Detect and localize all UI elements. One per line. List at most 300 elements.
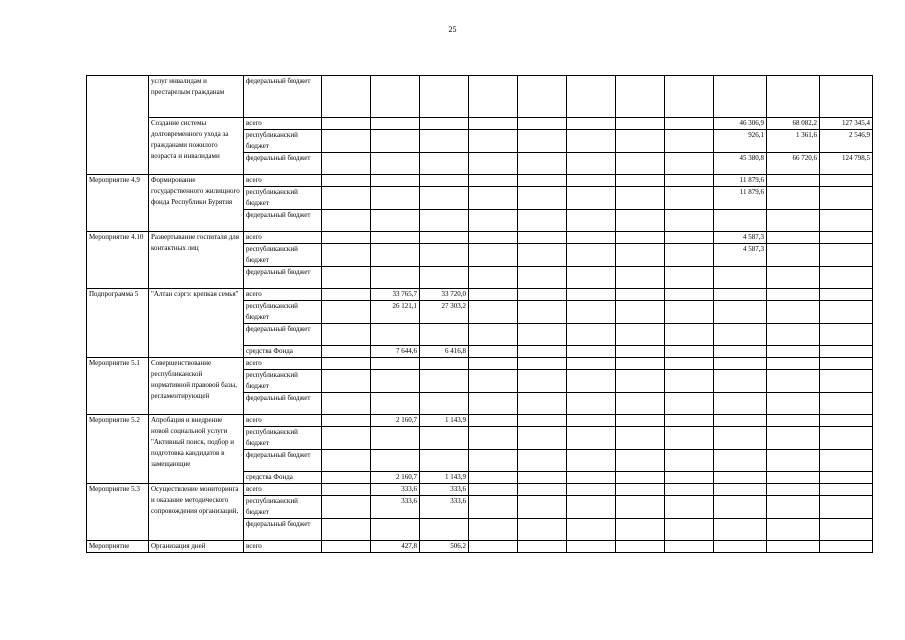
amount-cell (665, 76, 714, 118)
amount-cell (322, 427, 371, 450)
amount-cell (665, 393, 714, 415)
source-cell: федеральный бюджет (244, 153, 322, 175)
amount-cell (322, 118, 371, 130)
amount-cell (469, 289, 518, 301)
amount-cell (616, 324, 665, 346)
amount-cell (518, 393, 567, 415)
amount-cell: 1 143,9 (420, 472, 469, 484)
amount-cell (820, 484, 873, 496)
page-number: 25 (448, 25, 457, 34)
amount-cell (616, 153, 665, 175)
amount-cell (518, 427, 567, 450)
amount-cell (469, 210, 518, 232)
amount-cell (616, 289, 665, 301)
amount-cell (469, 301, 518, 324)
amount-cell (665, 232, 714, 244)
amount-cell (714, 346, 767, 358)
amount-cell (518, 324, 567, 346)
description-cell: "Алтан сэргэ: крепкая семья" (149, 289, 244, 358)
amount-cell: 2 546,9 (820, 130, 873, 153)
amount-cell: 66 720,6 (767, 153, 820, 175)
amount-cell (820, 415, 873, 427)
amount-cell: 333,6 (371, 496, 420, 519)
amount-cell (820, 301, 873, 324)
row-header-cell (87, 76, 149, 118)
amount-cell (567, 496, 616, 519)
table-row (87, 118, 873, 130)
source-cell: всего (244, 358, 322, 370)
row-header-cell (87, 130, 149, 153)
amount-cell (371, 450, 420, 472)
amount-cell (420, 232, 469, 244)
amount-cell (665, 118, 714, 130)
amount-cell (567, 130, 616, 153)
amount-cell (469, 346, 518, 358)
amount-cell (616, 393, 665, 415)
amount-cell: 11 879,6 (714, 187, 767, 210)
amount-cell (820, 232, 873, 244)
amount-cell (322, 301, 371, 324)
amount-cell (665, 153, 714, 175)
amount-cell (714, 76, 767, 118)
description-cell: услуг инвалидам и престарелым гражданам (149, 76, 244, 118)
amount-cell: 11 879,6 (714, 175, 767, 187)
source-cell: всего (244, 289, 322, 301)
amount-cell (616, 519, 665, 541)
amount-cell (616, 244, 665, 267)
amount-cell (322, 472, 371, 484)
amount-cell (518, 415, 567, 427)
amount-cell (518, 541, 567, 553)
amount-cell (665, 358, 714, 370)
amount-cell (616, 427, 665, 450)
amount-cell (469, 484, 518, 496)
amount-cell (714, 358, 767, 370)
source-cell: республиканский бюджет (244, 244, 322, 267)
amount-cell (665, 370, 714, 393)
amount-cell (322, 541, 371, 553)
amount-cell (322, 130, 371, 153)
amount-cell (420, 427, 469, 450)
amount-cell (420, 358, 469, 370)
table-row (87, 484, 873, 496)
amount-cell (714, 496, 767, 519)
amount-cell (616, 210, 665, 232)
amount-cell (767, 358, 820, 370)
amount-cell (420, 393, 469, 415)
amount-cell (518, 496, 567, 519)
amount-cell (567, 301, 616, 324)
amount-cell (767, 393, 820, 415)
amount-cell (665, 324, 714, 346)
row-header-cell: Мероприятие 5.1 (87, 358, 149, 415)
amount-cell (820, 175, 873, 187)
amount-cell: 33 720,0 (420, 289, 469, 301)
amount-cell (469, 415, 518, 427)
amount-cell (767, 301, 820, 324)
amount-cell (469, 118, 518, 130)
amount-cell (714, 415, 767, 427)
amount-cell (518, 76, 567, 118)
amount-cell (322, 450, 371, 472)
amount-cell (371, 244, 420, 267)
amount-cell (665, 210, 714, 232)
amount-cell (518, 244, 567, 267)
amount-cell (322, 484, 371, 496)
amount-cell: 1 143,9 (420, 415, 469, 427)
budget-table-body (87, 76, 873, 553)
source-cell: федеральный бюджет (244, 450, 322, 472)
source-cell: всего (244, 484, 322, 496)
amount-cell (371, 358, 420, 370)
row-header-cell (87, 153, 149, 175)
amount-cell (820, 244, 873, 267)
amount-cell (371, 370, 420, 393)
amount-cell (420, 324, 469, 346)
amount-cell (820, 267, 873, 289)
source-cell: республиканский бюджет (244, 427, 322, 450)
amount-cell: 124 798,5 (820, 153, 873, 175)
description-cell: Совершенствование республиканской нормативной правовой базы, регламентирующей (149, 358, 244, 415)
amount-cell (820, 358, 873, 370)
amount-cell (518, 289, 567, 301)
amount-cell (518, 232, 567, 244)
amount-cell (714, 484, 767, 496)
amount-cell (469, 472, 518, 484)
amount-cell (518, 301, 567, 324)
source-cell: федеральный бюджет (244, 210, 322, 232)
amount-cell (420, 175, 469, 187)
amount-cell (820, 450, 873, 472)
description-cell: Апробация и внедрение новой социальной услуги "Активный поиск, подбор и подготовка кандидатов в замещающие (149, 415, 244, 484)
amount-cell (518, 210, 567, 232)
amount-cell (371, 393, 420, 415)
amount-cell (767, 244, 820, 267)
amount-cell (469, 130, 518, 153)
amount-cell (714, 210, 767, 232)
amount-cell (469, 324, 518, 346)
amount-cell (767, 289, 820, 301)
amount-cell (567, 346, 616, 358)
amount-cell (767, 76, 820, 118)
amount-cell (420, 153, 469, 175)
amount-cell (371, 267, 420, 289)
amount-cell (469, 541, 518, 553)
amount-cell (322, 324, 371, 346)
amount-cell (420, 210, 469, 232)
amount-cell: 6 416,8 (420, 346, 469, 358)
amount-cell (518, 267, 567, 289)
row-header-cell: Мероприятие 4.10 (87, 232, 149, 289)
amount-cell (371, 130, 420, 153)
amount-cell (665, 244, 714, 267)
amount-cell (322, 267, 371, 289)
amount-cell (322, 370, 371, 393)
amount-cell (616, 358, 665, 370)
amount-cell (420, 519, 469, 541)
amount-cell (469, 358, 518, 370)
amount-cell (518, 153, 567, 175)
amount-cell (820, 519, 873, 541)
source-cell: средства Фонда (244, 346, 322, 358)
amount-cell (820, 187, 873, 210)
amount-cell (820, 472, 873, 484)
amount-cell (322, 358, 371, 370)
source-cell: республиканский бюджет (244, 370, 322, 393)
amount-cell (616, 370, 665, 393)
amount-cell (820, 289, 873, 301)
amount-cell (518, 130, 567, 153)
row-header-cell: Мероприятие 5.2 (87, 415, 149, 484)
table-row (87, 289, 873, 301)
amount-cell: 333,6 (371, 484, 420, 496)
amount-cell (322, 415, 371, 427)
amount-cell (567, 393, 616, 415)
amount-cell: 333,6 (420, 496, 469, 519)
amount-cell (616, 541, 665, 553)
amount-cell (518, 370, 567, 393)
amount-cell (714, 472, 767, 484)
amount-cell (322, 76, 371, 118)
amount-cell (371, 232, 420, 244)
table-row (87, 415, 873, 427)
amount-cell: 46 306,9 (714, 118, 767, 130)
amount-cell (322, 175, 371, 187)
row-header-cell: Мероприятие 5.3 (87, 484, 149, 541)
amount-cell (665, 187, 714, 210)
amount-cell (616, 187, 665, 210)
amount-cell: 33 765,7 (371, 289, 420, 301)
amount-cell (322, 346, 371, 358)
amount-cell (767, 450, 820, 472)
amount-cell (518, 484, 567, 496)
amount-cell (371, 153, 420, 175)
amount-cell (767, 427, 820, 450)
amount-cell (567, 267, 616, 289)
amount-cell (371, 324, 420, 346)
budget-table (86, 75, 873, 553)
amount-cell (767, 484, 820, 496)
amount-cell: 427,8 (371, 541, 420, 553)
amount-cell (616, 267, 665, 289)
description-cell: Формирование государственного жилищного фонда Республики Бурятия (149, 175, 244, 232)
amount-cell (469, 187, 518, 210)
amount-cell: 68 082,2 (767, 118, 820, 130)
amount-cell (820, 541, 873, 553)
amount-cell: 926,1 (714, 130, 767, 153)
amount-cell (469, 175, 518, 187)
amount-cell (665, 415, 714, 427)
amount-cell (567, 210, 616, 232)
amount-cell: 2 160,7 (371, 415, 420, 427)
amount-cell (518, 346, 567, 358)
amount-cell: 45 380,8 (714, 153, 767, 175)
amount-cell (767, 267, 820, 289)
amount-cell (767, 324, 820, 346)
amount-cell (820, 370, 873, 393)
amount-cell (665, 130, 714, 153)
amount-cell (567, 153, 616, 175)
amount-cell (820, 210, 873, 232)
amount-cell (767, 210, 820, 232)
amount-cell (767, 370, 820, 393)
amount-cell (469, 427, 518, 450)
amount-cell (371, 175, 420, 187)
amount-cell (665, 289, 714, 301)
amount-cell (322, 496, 371, 519)
source-cell: всего (244, 232, 322, 244)
amount-cell (518, 118, 567, 130)
amount-cell (518, 519, 567, 541)
amount-cell (665, 346, 714, 358)
amount-cell (665, 301, 714, 324)
table-row (87, 175, 873, 187)
amount-cell (820, 393, 873, 415)
source-cell: федеральный бюджет (244, 267, 322, 289)
source-cell: всего (244, 118, 322, 130)
amount-cell (567, 519, 616, 541)
amount-cell (567, 175, 616, 187)
amount-cell (665, 175, 714, 187)
amount-cell (518, 187, 567, 210)
amount-cell (371, 118, 420, 130)
amount-cell (820, 324, 873, 346)
table-row (87, 541, 873, 553)
amount-cell: 2 160,7 (371, 472, 420, 484)
amount-cell (567, 415, 616, 427)
amount-cell (616, 484, 665, 496)
amount-cell (665, 496, 714, 519)
row-header-cell: Мероприятие 4.9 (87, 175, 149, 232)
source-cell: всего (244, 541, 322, 553)
amount-cell (469, 519, 518, 541)
amount-cell (322, 289, 371, 301)
source-cell: республиканский бюджет (244, 187, 322, 210)
amount-cell (322, 393, 371, 415)
amount-cell (567, 541, 616, 553)
amount-cell (767, 496, 820, 519)
amount-cell (371, 210, 420, 232)
amount-cell (518, 175, 567, 187)
description-cell: Развертывание госпиталя для контактных лиц (149, 232, 244, 289)
amount-cell (469, 267, 518, 289)
amount-cell (322, 187, 371, 210)
amount-cell (322, 244, 371, 267)
amount-cell (567, 232, 616, 244)
amount-cell (665, 427, 714, 450)
amount-cell (665, 541, 714, 553)
source-cell: всего (244, 415, 322, 427)
amount-cell (767, 519, 820, 541)
amount-cell (665, 450, 714, 472)
amount-cell: 1 361,6 (767, 130, 820, 153)
amount-cell (371, 187, 420, 210)
amount-cell: 27 303,2 (420, 301, 469, 324)
amount-cell: 506,2 (420, 541, 469, 553)
source-cell: республиканский бюджет (244, 301, 322, 324)
table-row (87, 358, 873, 370)
source-cell: федеральный бюджет (244, 393, 322, 415)
amount-cell (469, 76, 518, 118)
amount-cell (665, 484, 714, 496)
amount-cell (567, 324, 616, 346)
table-row (87, 232, 873, 244)
amount-cell (616, 301, 665, 324)
amount-cell (567, 76, 616, 118)
amount-cell (616, 450, 665, 472)
amount-cell (567, 484, 616, 496)
amount-cell (767, 175, 820, 187)
amount-cell (820, 427, 873, 450)
amount-cell (767, 472, 820, 484)
amount-cell (714, 450, 767, 472)
amount-cell (518, 450, 567, 472)
amount-cell (567, 450, 616, 472)
amount-cell (820, 346, 873, 358)
amount-cell (371, 427, 420, 450)
amount-cell (714, 324, 767, 346)
amount-cell (616, 232, 665, 244)
source-cell: федеральный бюджет (244, 76, 322, 118)
amount-cell (714, 519, 767, 541)
amount-cell (767, 232, 820, 244)
amount-cell (469, 370, 518, 393)
amount-cell: 4 587,3 (714, 244, 767, 267)
amount-cell (371, 519, 420, 541)
amount-cell (616, 496, 665, 519)
amount-cell (616, 76, 665, 118)
row-header-cell: Мероприятие (87, 541, 149, 553)
amount-cell (567, 370, 616, 393)
amount-cell (322, 153, 371, 175)
amount-cell (567, 289, 616, 301)
amount-cell (469, 496, 518, 519)
amount-cell (714, 541, 767, 553)
amount-cell (322, 232, 371, 244)
amount-cell (420, 118, 469, 130)
amount-cell (567, 472, 616, 484)
amount-cell (714, 289, 767, 301)
source-cell: федеральный бюджет (244, 519, 322, 541)
source-cell: федеральный бюджет (244, 324, 322, 346)
amount-cell: 7 644,6 (371, 346, 420, 358)
amount-cell (714, 267, 767, 289)
amount-cell (567, 358, 616, 370)
amount-cell (820, 76, 873, 118)
amount-cell (714, 301, 767, 324)
description-cell: Организация дней (149, 541, 244, 553)
amount-cell (616, 175, 665, 187)
amount-cell (820, 496, 873, 519)
amount-cell (518, 358, 567, 370)
amount-cell (616, 130, 665, 153)
amount-cell (469, 232, 518, 244)
amount-cell: 26 121,1 (371, 301, 420, 324)
source-cell: всего (244, 175, 322, 187)
amount-cell (469, 244, 518, 267)
amount-cell (616, 472, 665, 484)
row-header-cell (87, 118, 149, 130)
amount-cell (567, 118, 616, 130)
amount-cell (420, 267, 469, 289)
amount-cell (567, 244, 616, 267)
amount-cell (420, 244, 469, 267)
amount-cell (767, 415, 820, 427)
amount-cell (371, 76, 420, 118)
amount-cell (420, 76, 469, 118)
amount-cell (567, 427, 616, 450)
amount-cell (665, 267, 714, 289)
